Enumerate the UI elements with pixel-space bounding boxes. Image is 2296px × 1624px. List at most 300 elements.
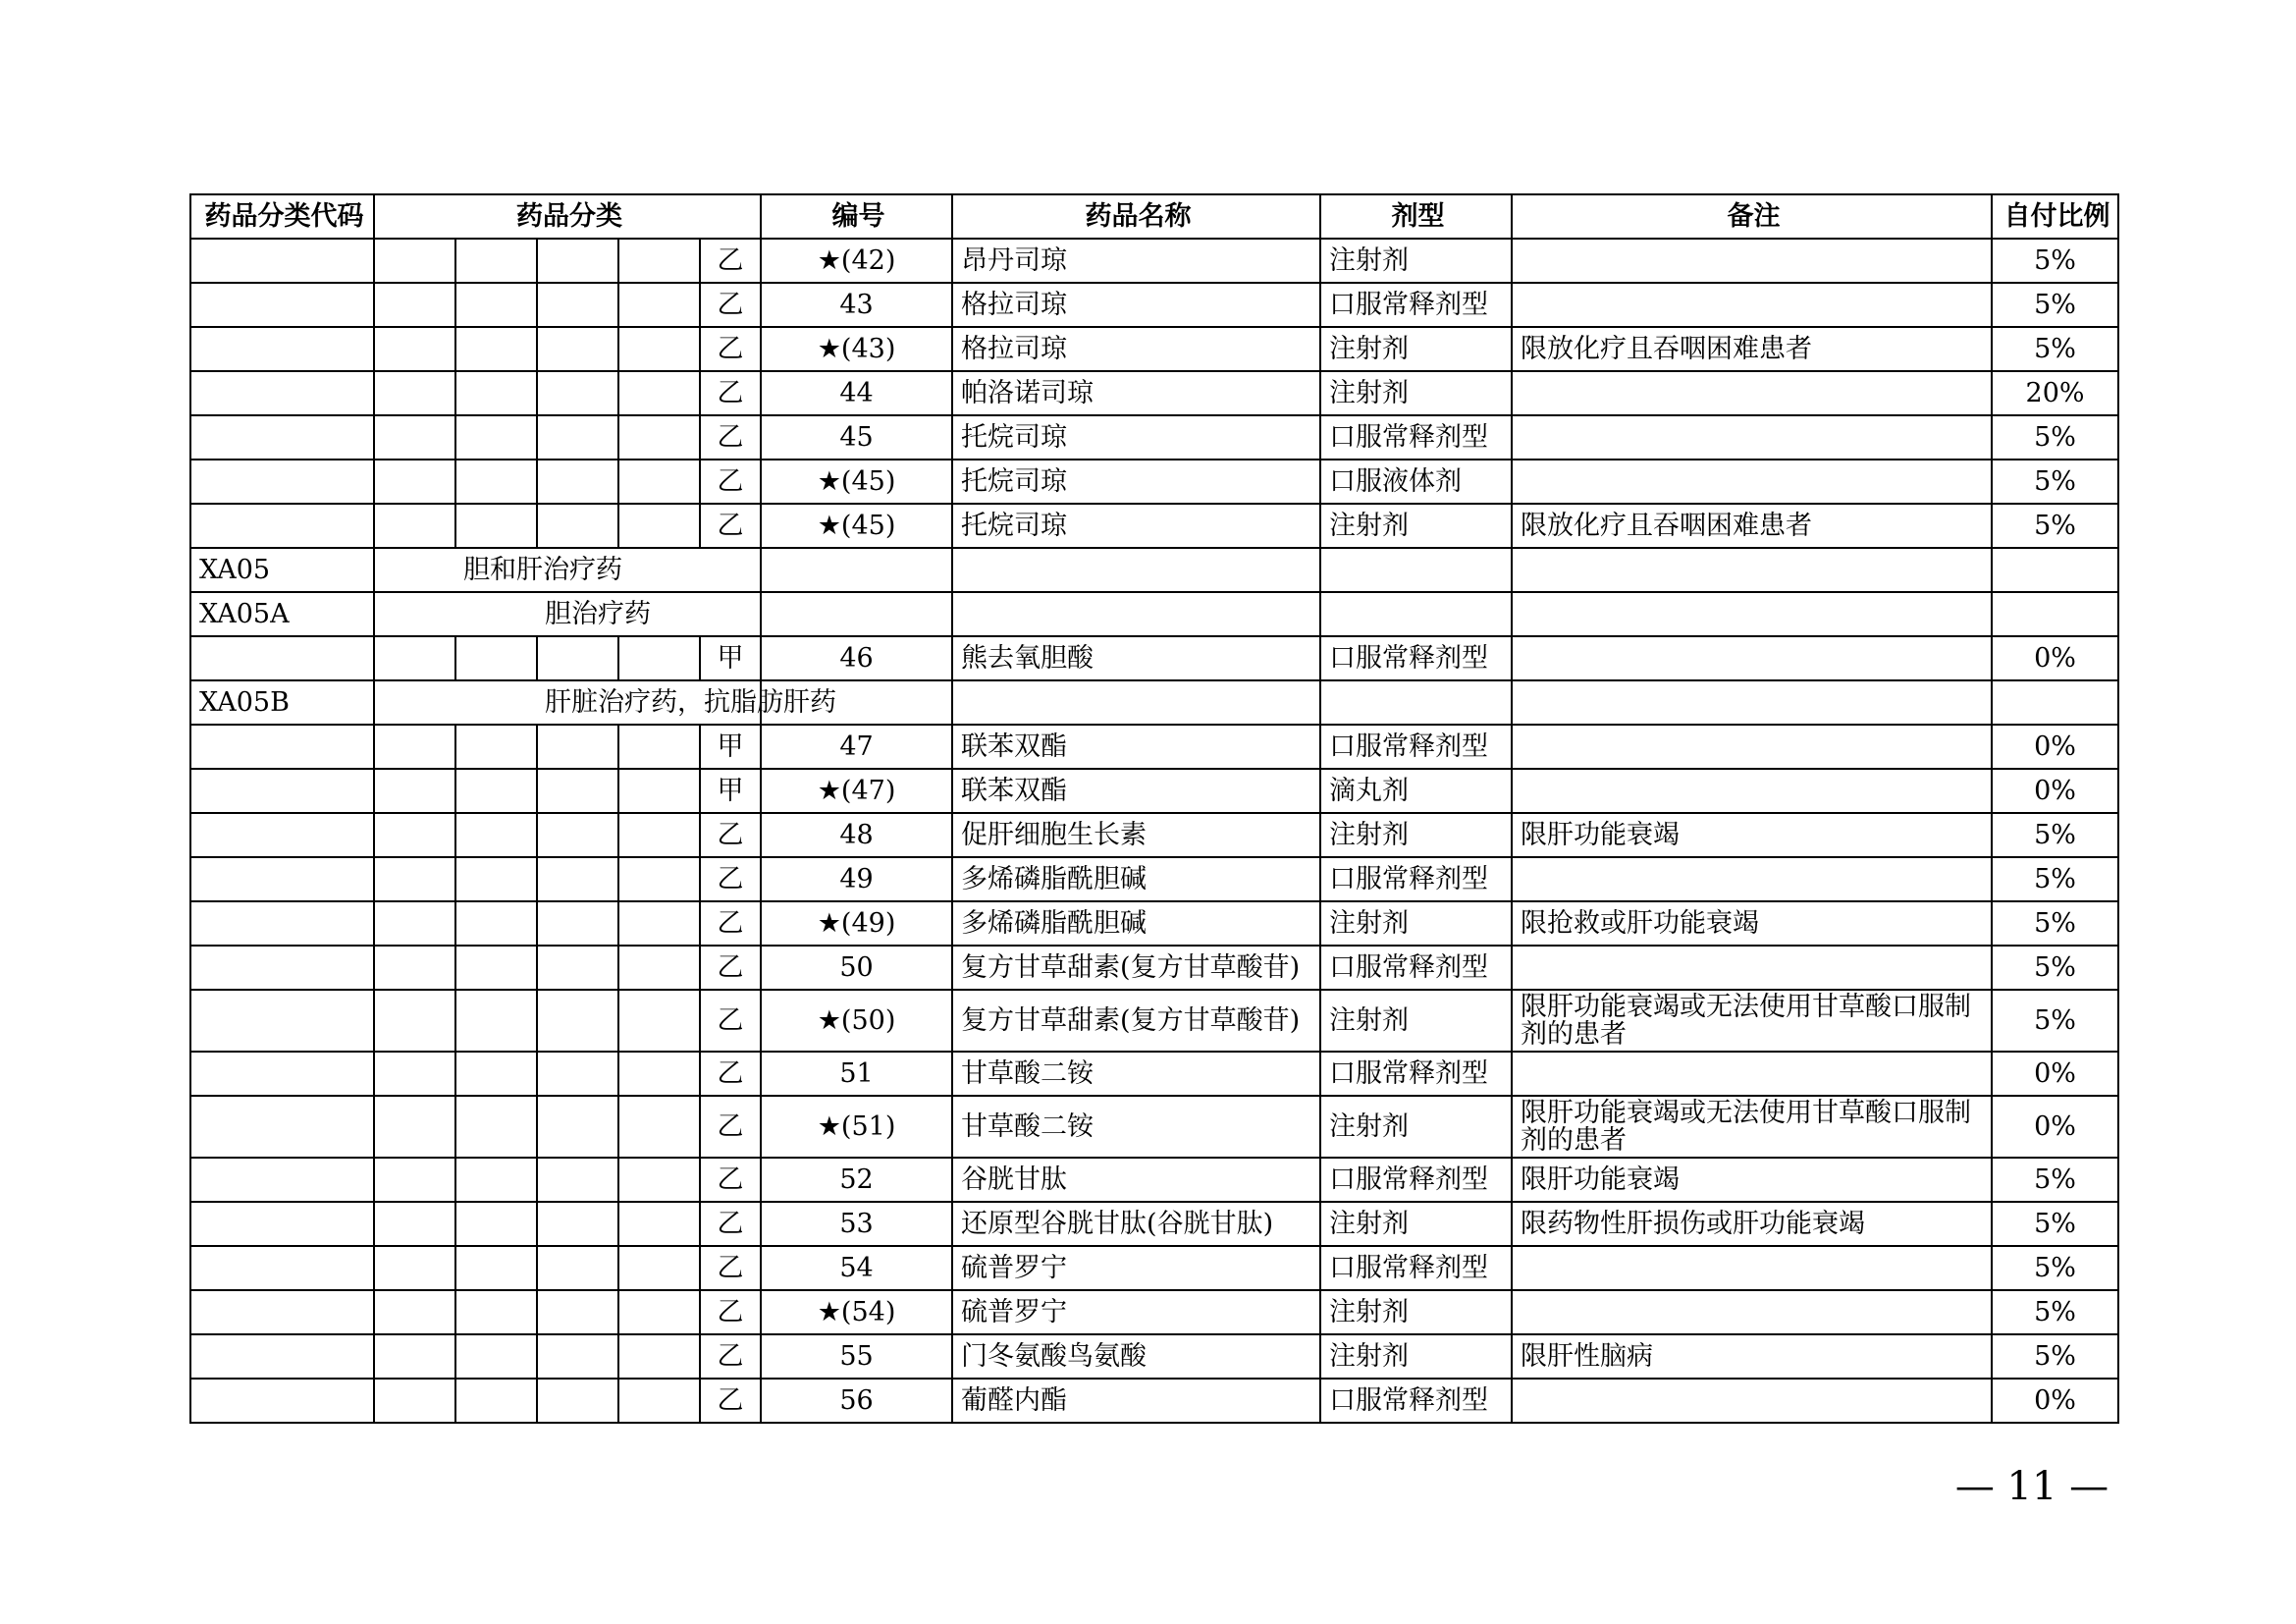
- category-cell: [455, 415, 537, 460]
- category-code-cell: XA05A: [190, 592, 374, 636]
- note-cell: [1512, 460, 1992, 504]
- dosage-form-cell: 口服常释剂型: [1320, 1052, 1512, 1096]
- category-indent-cell: [374, 592, 455, 636]
- number-cell: ★(47): [761, 769, 952, 813]
- category-indent-cell: [455, 680, 537, 725]
- category-cell: [455, 1290, 537, 1334]
- code-cell: [190, 1052, 374, 1096]
- code-cell: [190, 371, 374, 415]
- note-cell: 限肝功能衰竭: [1512, 813, 1992, 857]
- header-category: 药品分类: [374, 194, 761, 239]
- grade-cell: 乙: [700, 946, 761, 990]
- number-cell: ★(42): [761, 239, 952, 283]
- code-cell: [190, 327, 374, 371]
- dosage-form-cell: 注射剂: [1320, 1202, 1512, 1246]
- number-cell: 45: [761, 415, 952, 460]
- category-cell: [537, 769, 618, 813]
- drug-name-cell: 还原型谷胱甘肽(谷胱甘肽): [952, 1202, 1320, 1246]
- number-cell: 56: [761, 1379, 952, 1423]
- drug-name-cell: 托烷司琼: [952, 504, 1320, 548]
- grade-cell: 乙: [700, 1202, 761, 1246]
- category-cell: [618, 1158, 700, 1202]
- category-cell: [455, 371, 537, 415]
- table-row: [190, 636, 2118, 680]
- category-cell: [537, 1246, 618, 1290]
- dosage-form-cell: 口服常释剂型: [1320, 1246, 1512, 1290]
- ratio-cell: 5%: [1992, 283, 2118, 327]
- code-cell: [190, 769, 374, 813]
- ratio-cell: 5%: [1992, 1202, 2118, 1246]
- grade-cell: 乙: [700, 415, 761, 460]
- grade-cell: 乙: [700, 1334, 761, 1379]
- grade-cell: 乙: [700, 1158, 761, 1202]
- number-cell: 44: [761, 371, 952, 415]
- category-cell: [618, 725, 700, 769]
- drug-name-cell: 格拉司琼: [952, 327, 1320, 371]
- code-cell: [190, 1202, 374, 1246]
- grade-cell: 乙: [700, 460, 761, 504]
- category-row: [190, 592, 2118, 636]
- category-cell: [618, 946, 700, 990]
- ratio-cell: 0%: [1992, 636, 2118, 680]
- grade-cell: 甲: [700, 725, 761, 769]
- category-cell: [455, 1202, 537, 1246]
- category-label-cell: 肝脏治疗药，抗脂肪肝药: [537, 680, 761, 725]
- ratio-cell: 0%: [1992, 769, 2118, 813]
- category-cell: [455, 504, 537, 548]
- grade-cell: 乙: [700, 1246, 761, 1290]
- table-row: [190, 857, 2118, 901]
- number-cell: 49: [761, 857, 952, 901]
- ratio-cell: 5%: [1992, 239, 2118, 283]
- header-name: 药品名称: [952, 194, 1320, 239]
- table-row: [190, 1202, 2118, 1246]
- category-cell: [374, 946, 455, 990]
- number-cell: 48: [761, 813, 952, 857]
- empty-cell: [1992, 680, 2118, 725]
- table-row: [190, 504, 2118, 548]
- drug-name-cell: 复方甘草甜素(复方甘草酸苷): [952, 946, 1320, 990]
- note-cell: [1512, 857, 1992, 901]
- note-cell: 限肝性脑病: [1512, 1334, 1992, 1379]
- category-cell: [455, 769, 537, 813]
- category-cell: [537, 371, 618, 415]
- empty-cell: [761, 548, 952, 592]
- note-cell: [1512, 769, 1992, 813]
- category-cell: [374, 283, 455, 327]
- number-cell: 50: [761, 946, 952, 990]
- table-row: [190, 327, 2118, 371]
- code-cell: [190, 901, 374, 946]
- code-cell: [190, 990, 374, 1052]
- note-cell: [1512, 1290, 1992, 1334]
- drug-name-cell: 甘草酸二铵: [952, 1096, 1320, 1158]
- category-cell: [618, 636, 700, 680]
- category-cell: [374, 636, 455, 680]
- category-cell: [618, 1096, 700, 1158]
- dosage-form-cell: 注射剂: [1320, 901, 1512, 946]
- ratio-cell: 5%: [1992, 1158, 2118, 1202]
- header-form: 剂型: [1320, 194, 1512, 239]
- number-cell: ★(50): [761, 990, 952, 1052]
- code-cell: [190, 1379, 374, 1423]
- note-cell: [1512, 239, 1992, 283]
- category-cell: [537, 1202, 618, 1246]
- category-cell: [537, 1290, 618, 1334]
- note-cell: 限药物性肝损伤或肝功能衰竭: [1512, 1202, 1992, 1246]
- category-cell: [618, 415, 700, 460]
- code-cell: [190, 1158, 374, 1202]
- drug-catalog-table: [189, 193, 2119, 1424]
- drug-name-cell: 联苯双酯: [952, 725, 1320, 769]
- drug-name-cell: 谷胱甘肽: [952, 1158, 1320, 1202]
- dosage-form-cell: 注射剂: [1320, 327, 1512, 371]
- note-cell: [1512, 415, 1992, 460]
- drug-name-cell: 昂丹司琼: [952, 239, 1320, 283]
- ratio-cell: 5%: [1992, 901, 2118, 946]
- number-cell: 47: [761, 725, 952, 769]
- code-cell: [190, 415, 374, 460]
- note-cell: [1512, 283, 1992, 327]
- header-number: 编号: [761, 194, 952, 239]
- note-cell: [1512, 1379, 1992, 1423]
- number-cell: 52: [761, 1158, 952, 1202]
- note-cell: [1512, 371, 1992, 415]
- category-cell: [537, 415, 618, 460]
- grade-cell: 乙: [700, 813, 761, 857]
- number-cell: 46: [761, 636, 952, 680]
- category-code-cell: XA05B: [190, 680, 374, 725]
- category-cell: [537, 283, 618, 327]
- category-cell: [374, 1379, 455, 1423]
- category-label-cell: 胆和肝治疗药: [455, 548, 761, 592]
- number-cell: ★(54): [761, 1290, 952, 1334]
- code-cell: [190, 460, 374, 504]
- ratio-cell: 5%: [1992, 1246, 2118, 1290]
- note-cell: [1512, 725, 1992, 769]
- category-cell: [374, 239, 455, 283]
- dosage-form-cell: 注射剂: [1320, 813, 1512, 857]
- category-cell: [618, 857, 700, 901]
- ratio-cell: 5%: [1992, 1334, 2118, 1379]
- category-cell: [374, 1158, 455, 1202]
- category-cell: [618, 1379, 700, 1423]
- drug-name-cell: 门冬氨酸鸟氨酸: [952, 1334, 1320, 1379]
- category-cell: [618, 239, 700, 283]
- number-cell: 43: [761, 283, 952, 327]
- category-cell: [374, 1202, 455, 1246]
- drug-name-cell: 葡醛内酯: [952, 1379, 1320, 1423]
- category-cell: [537, 636, 618, 680]
- category-cell: [374, 769, 455, 813]
- dosage-form-cell: 口服常释剂型: [1320, 946, 1512, 990]
- category-cell: [618, 1202, 700, 1246]
- category-cell: [455, 946, 537, 990]
- category-cell: [537, 327, 618, 371]
- dosage-form-cell: 注射剂: [1320, 239, 1512, 283]
- number-cell: 54: [761, 1246, 952, 1290]
- category-cell: [618, 1052, 700, 1096]
- drug-name-cell: 帕洛诺司琼: [952, 371, 1320, 415]
- category-cell: [455, 1052, 537, 1096]
- ratio-cell: 5%: [1992, 1290, 2118, 1334]
- empty-cell: [1320, 592, 1512, 636]
- category-indent-cell: [374, 548, 455, 592]
- category-row: [190, 680, 2118, 725]
- number-cell: 51: [761, 1052, 952, 1096]
- ratio-cell: 0%: [1992, 1096, 2118, 1158]
- table-row: [190, 725, 2118, 769]
- table-row: [190, 769, 2118, 813]
- code-cell: [190, 1246, 374, 1290]
- ratio-cell: 5%: [1992, 857, 2118, 901]
- empty-cell: [761, 592, 952, 636]
- table-row: [190, 946, 2118, 990]
- code-cell: [190, 283, 374, 327]
- category-cell: [618, 1246, 700, 1290]
- category-cell: [618, 990, 700, 1052]
- dosage-form-cell: 口服常释剂型: [1320, 636, 1512, 680]
- category-label-cell: 胆治疗药: [537, 592, 761, 636]
- dosage-form-cell: 口服液体剂: [1320, 460, 1512, 504]
- grade-cell: 乙: [700, 857, 761, 901]
- note-cell: [1512, 946, 1992, 990]
- category-cell: [618, 813, 700, 857]
- dosage-form-cell: 口服常释剂型: [1320, 1379, 1512, 1423]
- table-row: [190, 1334, 2118, 1379]
- ratio-cell: 5%: [1992, 813, 2118, 857]
- drug-name-cell: 托烷司琼: [952, 415, 1320, 460]
- category-cell: [374, 1334, 455, 1379]
- category-cell: [374, 725, 455, 769]
- category-cell: [537, 1158, 618, 1202]
- category-cell: [455, 460, 537, 504]
- category-cell: [537, 239, 618, 283]
- dosage-form-cell: 口服常释剂型: [1320, 415, 1512, 460]
- drug-name-cell: 多烯磷脂酰胆碱: [952, 901, 1320, 946]
- empty-cell: [1992, 592, 2118, 636]
- category-cell: [455, 636, 537, 680]
- grade-cell: 乙: [700, 1379, 761, 1423]
- table-row: [190, 813, 2118, 857]
- category-cell: [455, 1246, 537, 1290]
- note-cell: [1512, 1246, 1992, 1290]
- table-row: [190, 371, 2118, 415]
- number-cell: ★(45): [761, 460, 952, 504]
- category-cell: [455, 990, 537, 1052]
- category-cell: [374, 415, 455, 460]
- empty-cell: [1320, 680, 1512, 725]
- table-row: [190, 1290, 2118, 1334]
- ratio-cell: 5%: [1992, 460, 2118, 504]
- drug-name-cell: 促肝细胞生长素: [952, 813, 1320, 857]
- category-code-cell: XA05: [190, 548, 374, 592]
- category-cell: [537, 504, 618, 548]
- category-cell: [374, 857, 455, 901]
- dosage-form-cell: 注射剂: [1320, 371, 1512, 415]
- drug-name-cell: 多烯磷脂酰胆碱: [952, 857, 1320, 901]
- dosage-form-cell: 注射剂: [1320, 1096, 1512, 1158]
- note-cell: 限肝功能衰竭: [1512, 1158, 1992, 1202]
- category-cell: [618, 327, 700, 371]
- category-cell: [618, 283, 700, 327]
- ratio-cell: 0%: [1992, 725, 2118, 769]
- category-cell: [374, 990, 455, 1052]
- code-cell: [190, 813, 374, 857]
- category-cell: [537, 946, 618, 990]
- category-indent-cell: [374, 680, 455, 725]
- category-cell: [455, 1334, 537, 1379]
- category-cell: [374, 1246, 455, 1290]
- category-row: [190, 548, 2118, 592]
- category-cell: [455, 239, 537, 283]
- dosage-form-cell: 口服常释剂型: [1320, 283, 1512, 327]
- note-cell: 限抢救或肝功能衰竭: [1512, 901, 1992, 946]
- grade-cell: 乙: [700, 1096, 761, 1158]
- grade-cell: 乙: [700, 327, 761, 371]
- table-row: [190, 1246, 2118, 1290]
- code-cell: [190, 1334, 374, 1379]
- page-number: — 11 —: [1954, 1464, 2109, 1509]
- category-cell: [618, 1290, 700, 1334]
- code-cell: [190, 1096, 374, 1158]
- ratio-cell: 5%: [1992, 990, 2118, 1052]
- empty-cell: [952, 592, 1320, 636]
- grade-cell: 甲: [700, 636, 761, 680]
- empty-cell: [952, 548, 1320, 592]
- number-cell: 55: [761, 1334, 952, 1379]
- dosage-form-cell: 口服常释剂型: [1320, 725, 1512, 769]
- category-cell: [537, 725, 618, 769]
- category-cell: [374, 504, 455, 548]
- category-cell: [455, 327, 537, 371]
- dosage-form-cell: 注射剂: [1320, 504, 1512, 548]
- grade-cell: 乙: [700, 504, 761, 548]
- table-row: [190, 415, 2118, 460]
- category-indent-cell: [455, 592, 537, 636]
- category-cell: [374, 460, 455, 504]
- table-row: [190, 901, 2118, 946]
- empty-cell: [1992, 548, 2118, 592]
- drug-name-cell: 复方甘草甜素(复方甘草酸苷): [952, 990, 1320, 1052]
- drug-name-cell: 硫普罗宁: [952, 1246, 1320, 1290]
- ratio-cell: 5%: [1992, 504, 2118, 548]
- note-cell: [1512, 636, 1992, 680]
- table-row: [190, 990, 2118, 1052]
- category-cell: [455, 283, 537, 327]
- dosage-form-cell: 注射剂: [1320, 1334, 1512, 1379]
- grade-cell: 甲: [700, 769, 761, 813]
- category-cell: [618, 769, 700, 813]
- table-row: [190, 460, 2118, 504]
- category-cell: [537, 1334, 618, 1379]
- grade-cell: 乙: [700, 1290, 761, 1334]
- drug-name-cell: 甘草酸二铵: [952, 1052, 1320, 1096]
- empty-cell: [1512, 548, 1992, 592]
- drug-name-cell: 联苯双酯: [952, 769, 1320, 813]
- category-cell: [455, 1379, 537, 1423]
- drug-name-cell: 熊去氧胆酸: [952, 636, 1320, 680]
- dosage-form-cell: 口服常释剂型: [1320, 1158, 1512, 1202]
- category-cell: [537, 990, 618, 1052]
- category-cell: [537, 901, 618, 946]
- category-cell: [455, 1096, 537, 1158]
- table-row: [190, 1096, 2118, 1158]
- category-cell: [537, 1052, 618, 1096]
- category-cell: [537, 460, 618, 504]
- dosage-form-cell: 注射剂: [1320, 1290, 1512, 1334]
- grade-cell: 乙: [700, 239, 761, 283]
- code-cell: [190, 504, 374, 548]
- category-cell: [618, 1334, 700, 1379]
- dosage-form-cell: 口服常释剂型: [1320, 857, 1512, 901]
- category-cell: [537, 1379, 618, 1423]
- drug-name-cell: 硫普罗宁: [952, 1290, 1320, 1334]
- category-cell: [374, 371, 455, 415]
- ratio-cell: 20%: [1992, 371, 2118, 415]
- category-cell: [374, 327, 455, 371]
- ratio-cell: 5%: [1992, 327, 2118, 371]
- note-cell: 限放化疗且吞咽困难患者: [1512, 327, 1992, 371]
- ratio-cell: 5%: [1992, 946, 2118, 990]
- dosage-form-cell: 注射剂: [1320, 990, 1512, 1052]
- note-cell: 限肝功能衰竭或无法使用甘草酸口服制剂的患者: [1512, 990, 1992, 1052]
- ratio-cell: 0%: [1992, 1052, 2118, 1096]
- category-cell: [618, 504, 700, 548]
- header-note: 备注: [1512, 194, 1992, 239]
- empty-cell: [1320, 548, 1512, 592]
- empty-cell: [1512, 680, 1992, 725]
- number-cell: 53: [761, 1202, 952, 1246]
- header-ratio: 自付比例: [1992, 194, 2118, 239]
- table-row: [190, 239, 2118, 283]
- table-row: [190, 1158, 2118, 1202]
- code-cell: [190, 636, 374, 680]
- category-cell: [374, 1052, 455, 1096]
- header-code: 药品分类代码: [190, 194, 374, 239]
- drug-name-cell: 格拉司琼: [952, 283, 1320, 327]
- category-cell: [374, 901, 455, 946]
- table-row: [190, 283, 2118, 327]
- category-cell: [455, 857, 537, 901]
- drug-name-cell: 托烷司琼: [952, 460, 1320, 504]
- empty-cell: [952, 680, 1320, 725]
- category-cell: [455, 813, 537, 857]
- category-cell: [455, 1158, 537, 1202]
- category-cell: [374, 813, 455, 857]
- ratio-cell: 5%: [1992, 415, 2118, 460]
- category-cell: [455, 901, 537, 946]
- code-cell: [190, 239, 374, 283]
- number-cell: ★(43): [761, 327, 952, 371]
- code-cell: [190, 857, 374, 901]
- empty-cell: [1512, 592, 1992, 636]
- table-header-row: [190, 194, 2118, 239]
- category-cell: [537, 813, 618, 857]
- grade-cell: 乙: [700, 1052, 761, 1096]
- note-cell: 限肝功能衰竭或无法使用甘草酸口服制剂的患者: [1512, 1096, 1992, 1158]
- category-cell: [618, 371, 700, 415]
- code-cell: [190, 1290, 374, 1334]
- category-cell: [455, 725, 537, 769]
- grade-cell: 乙: [700, 990, 761, 1052]
- table-row: [190, 1379, 2118, 1423]
- grade-cell: 乙: [700, 901, 761, 946]
- ratio-cell: 0%: [1992, 1379, 2118, 1423]
- number-cell: ★(51): [761, 1096, 952, 1158]
- grade-cell: 乙: [700, 371, 761, 415]
- code-cell: [190, 946, 374, 990]
